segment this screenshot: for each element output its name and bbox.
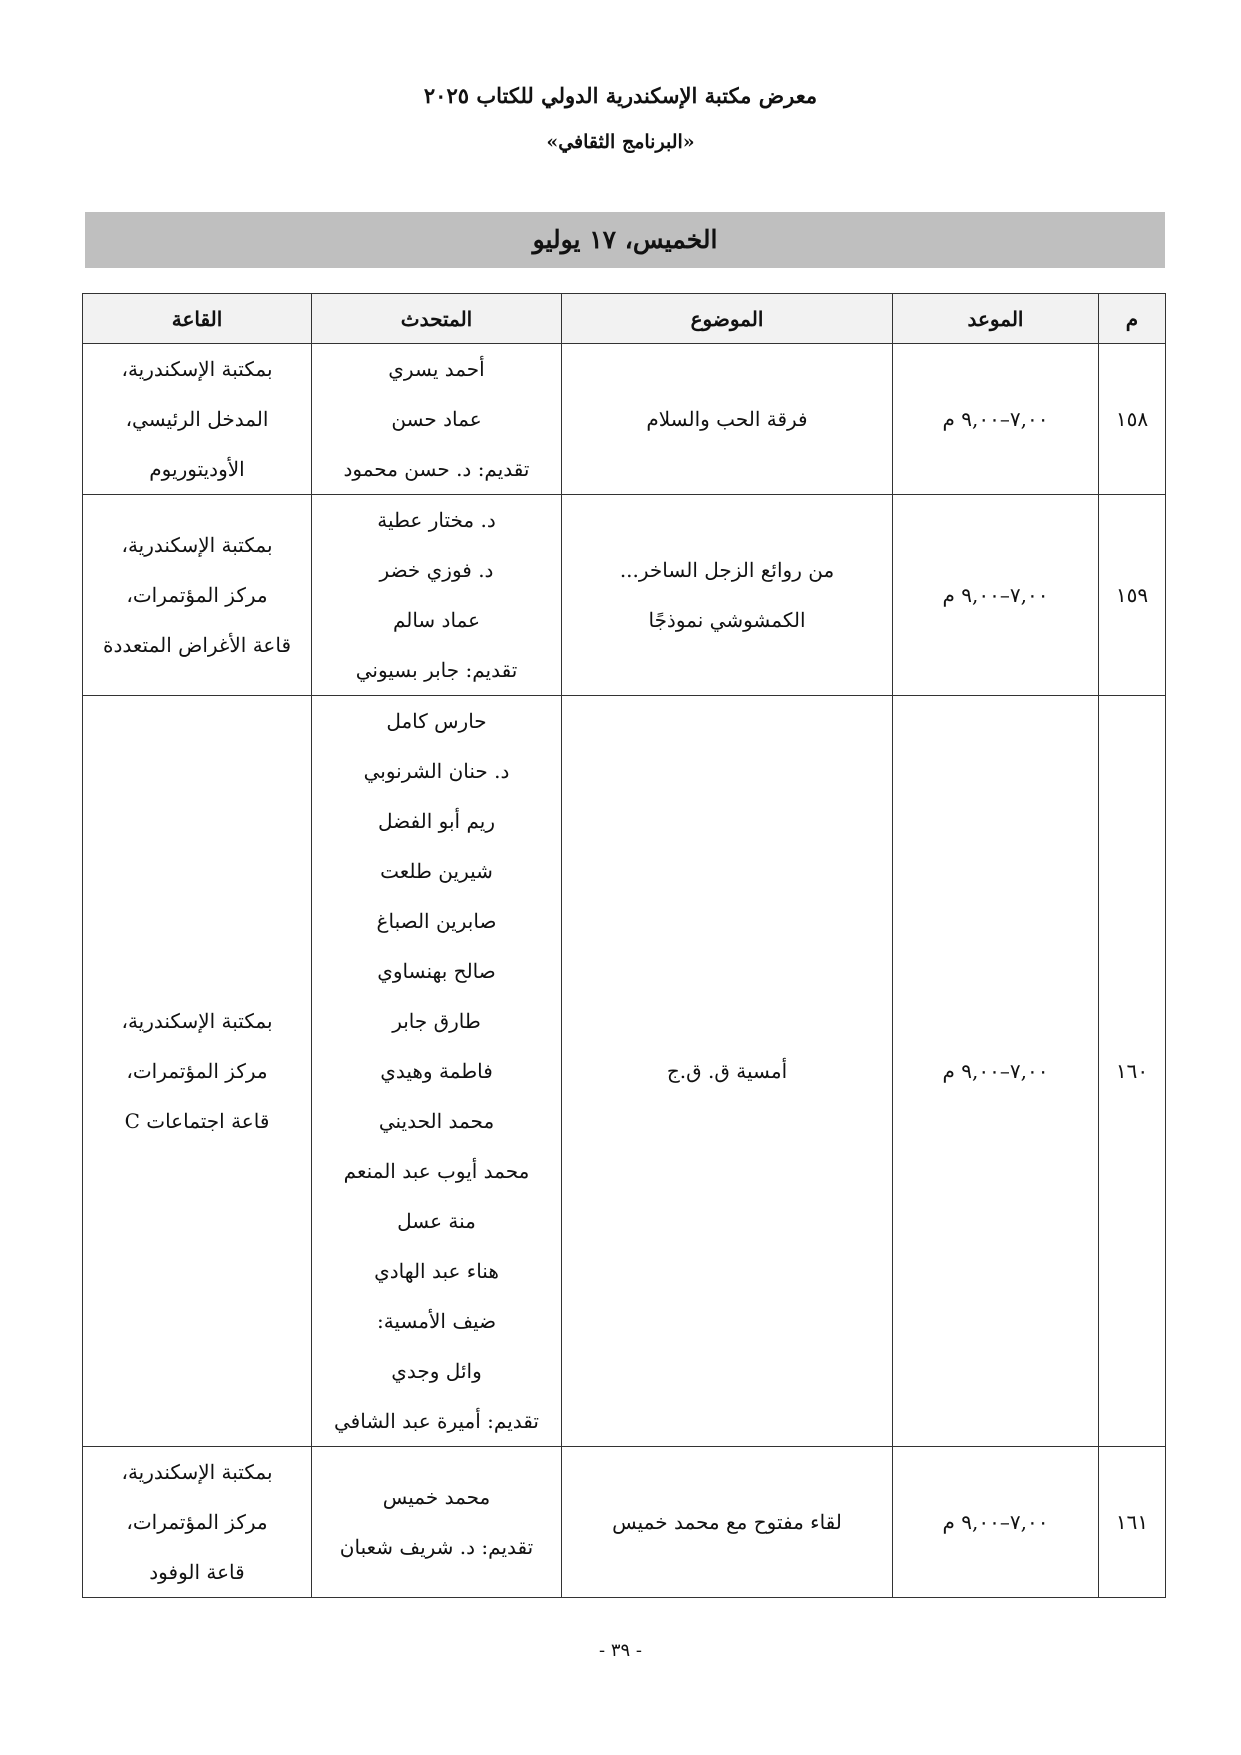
speaker-line: فاطمة وهيدي — [380, 1059, 493, 1083]
row-topic — [562, 696, 893, 1447]
column-header-num: م — [1099, 294, 1166, 344]
venue-line: الأوديتوريوم — [149, 457, 245, 481]
speaker-line: ريم أبو الفضل — [378, 809, 495, 833]
page-number: - ٣٩ - — [599, 1640, 642, 1661]
row-speakers — [312, 696, 562, 1447]
speaker-line: أحمد يسري — [388, 357, 485, 381]
venue-line: بمكتبة الإسكندرية، — [121, 533, 273, 557]
row-time: ٧,٠٠–٩,٠٠ م — [893, 344, 1099, 495]
speaker-line: هناء عبد الهادي — [374, 1259, 499, 1283]
table-row — [83, 1447, 1166, 1598]
table-row — [83, 696, 1166, 1447]
column-header-time: الموعد — [893, 294, 1099, 344]
speaker-line: د. حنان الشرنوبي — [363, 759, 510, 783]
row-time: ٧,٠٠–٩,٠٠ م — [893, 1447, 1099, 1598]
row-topic — [562, 344, 893, 495]
speaker-line: محمد أيوب عبد المنعم — [343, 1159, 530, 1183]
row-number: ١٥٨ — [1099, 344, 1166, 495]
speaker-line: صالح بهنساوي — [377, 959, 496, 983]
venue-line: المدخل الرئيسي، — [125, 407, 269, 431]
venue-line: مركز المؤتمرات، — [126, 1059, 268, 1083]
column-header-topic: الموضوع — [562, 294, 893, 344]
row-number: ١٦١ — [1099, 1447, 1166, 1598]
topic-line: الكمشوشي نموذجًا — [648, 608, 806, 632]
row-time: ٧,٠٠–٩,٠٠ م — [893, 495, 1099, 696]
topic-line: أمسية ق. ق.ج — [666, 1059, 788, 1083]
row-number: ١٦٠ — [1099, 696, 1166, 1447]
speaker-line: محمد خميس — [382, 1485, 491, 1509]
venue-line: بمكتبة الإسكندرية، — [121, 1009, 273, 1033]
document-subtitle: «البرنامج الثقافي» — [546, 131, 695, 153]
speaker-line: عماد حسن — [391, 407, 482, 431]
speaker-line: محمد الحديني — [378, 1109, 495, 1133]
speaker-line: د. مختار عطية — [377, 508, 496, 532]
row-topic — [562, 495, 893, 696]
speaker-line: د. فوزي خضر — [379, 558, 494, 582]
row-venue — [83, 1447, 312, 1598]
speaker-line: تقديم: د. حسن محمود — [343, 457, 530, 481]
venue-line: قاعة الأغراض المتعددة — [103, 633, 291, 657]
speaker-line: منة عسل — [397, 1209, 476, 1233]
venue-line: بمكتبة الإسكندرية، — [121, 357, 273, 381]
row-speakers — [312, 344, 562, 495]
column-header-speaker: المتحدث — [312, 294, 562, 344]
speaker-line: صابرين الصباغ — [376, 909, 497, 933]
row-venue — [83, 495, 312, 696]
speaker-line: شيرين طلعت — [380, 859, 493, 883]
speaker-line: طارق جابر — [392, 1009, 481, 1033]
row-number: ١٥٩ — [1099, 495, 1166, 696]
topic-line: من روائع الزجل الساخر... — [619, 558, 835, 582]
speaker-line: تقديم: أميرة عبد الشافي — [334, 1409, 539, 1433]
row-time: ٧,٠٠–٩,٠٠ م — [893, 696, 1099, 1447]
speaker-line: حارس كامل — [386, 709, 487, 733]
column-header-venue: القاعة — [83, 294, 312, 344]
speaker-line: وائل وجدي — [391, 1359, 482, 1383]
speaker-line: عماد سالم — [392, 608, 481, 632]
speaker-line: ضيف الأمسية: — [376, 1309, 497, 1333]
row-speakers — [312, 495, 562, 696]
table-row — [83, 344, 1166, 495]
document-title: معرض مكتبة الإسكندرية الدولي للكتاب ٢٠٢٥ — [423, 83, 818, 108]
venue-line: قاعة الوفود — [149, 1560, 245, 1584]
venue-line: مركز المؤتمرات، — [126, 583, 268, 607]
topic-line: فرقة الحب والسلام — [646, 407, 808, 431]
venue-line: قاعة اجتماعات C — [124, 1109, 270, 1133]
row-venue — [83, 696, 312, 1447]
row-venue — [83, 344, 312, 495]
document-header — [0, 78, 1241, 160]
table-row — [83, 495, 1166, 696]
speaker-line: تقديم: جابر بسيوني — [355, 658, 518, 682]
venue-line: مركز المؤتمرات، — [126, 1510, 268, 1534]
day-banner: الخميس، ١٧ يوليو — [85, 212, 1165, 268]
program-table — [82, 293, 1166, 1598]
table-header-row — [83, 294, 1166, 344]
speaker-line: تقديم: د. شريف شعبان — [339, 1535, 534, 1559]
venue-line: بمكتبة الإسكندرية، — [121, 1460, 273, 1484]
row-speakers — [312, 1447, 562, 1598]
row-topic — [562, 1447, 893, 1598]
topic-line: لقاء مفتوح مع محمد خميس — [612, 1510, 842, 1534]
